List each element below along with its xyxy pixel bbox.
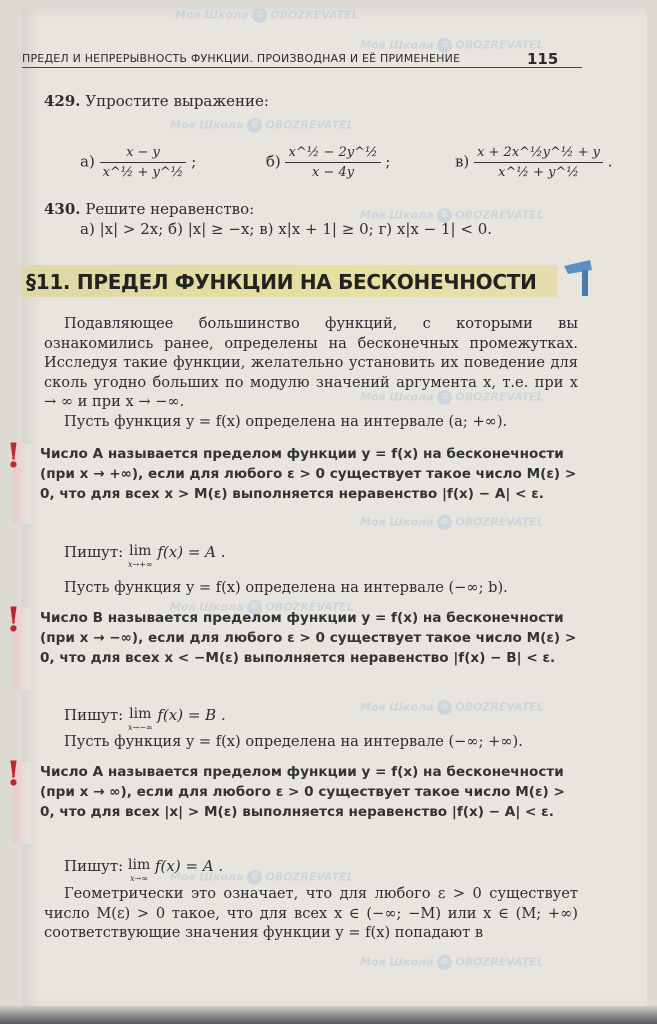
watermark-logo-icon: © [437, 700, 452, 715]
watermark: Моя Школа © OBOZREVATEL [360, 38, 544, 52]
running-header: ПРЕДЕЛ И НЕПРЕРЫВНОСТЬ ФУНКЦИИ. ПРОИЗВОДНАЯ И ЕЁ ПРИМЕНЕНИЕ [22, 52, 582, 68]
exclamation-icon: ! [6, 436, 21, 476]
definition-3: Число A называется пределом функции y = f(x) на бесконечности (при x → ∞), если для любого ε > 0 существует такое число M(ε) > 0, что для всех |x| > M(ε) выполняется неравенство |f(x) − A| < ε. [40, 764, 565, 820]
watermark-logo-icon: © [437, 390, 452, 405]
watermark: Моя Школа © OBOZREVATEL [360, 515, 544, 529]
watermark: Моя Школа © OBOZREVATEL [175, 8, 359, 22]
paint-brush-icon [560, 256, 596, 302]
let-statement-2: Пусть функция y = f(x) определена на интервале (−∞; b). [64, 579, 508, 596]
limit: lim x→−∞ [127, 706, 153, 732]
limit: lim x→+∞ [127, 543, 153, 569]
exercise-429 [44, 92, 269, 111]
watermark: Моя Школа © OBOZREVATEL [170, 118, 354, 132]
watermark-logo-icon: © [437, 208, 452, 223]
exercise-430-items: а) |x| > 2x; б) |x| ≥ −x; в) x|x + 1| ≥ 0; г) x|x − 1| < 0. [80, 220, 493, 238]
let-statement-1: Пусть функция y = f(x) определена на интервале (a; +∞). [64, 413, 508, 430]
exercise-text: Упростите выражение: [85, 92, 269, 110]
let-statement-3: Пусть функция y = f(x) определена на интервале (−∞; +∞). [64, 733, 523, 750]
fraction-c: $\frac{\text{x + 2x\textasciicircum{}½y\textasciicircum{}½ + y}}{\text{x\textasciicircum{}½ + y\textasciicircum{}½}}$ [474, 143, 603, 182]
watermark-logo-icon: © [437, 515, 452, 530]
watermark-logo-icon: © [247, 600, 262, 615]
fraction-b: $\frac{\text{x\textasciicircum{}½ − 2y\textasciicircum{}½}}{x - 4y}$ [285, 143, 380, 182]
intro-paragraph: Подавляющее большинство функций, с которыми вы ознакомились ранее, определены на бесконечных промежутках. Исследуя такие функции, желательно установить их поведение для сколь угодно больших по модулю значений аргумента x, т.е. при x → ∞ и при x → −∞. [44, 315, 578, 410]
limit: lim x→∞ [127, 857, 151, 883]
watermark: Моя Школа © OBOZREVATEL [360, 208, 544, 222]
exercise-430 [44, 200, 254, 219]
item-label: в) [454, 152, 470, 171]
write-2: Пишут: lim x→−∞ f(x) = B . [64, 706, 226, 732]
definition-2: Число B называется пределом функции y = f(x) на бесконечности (при x → −∞), если для любого ε > 0 существует такое число M(ε) > 0, что для всех x < −M(ε) выполняется неравенство |f(x) − B| < ε. [40, 610, 577, 666]
write-1: Пишут: lim x→+∞ f(x) = A . [64, 543, 226, 569]
exercise-number: 430. [44, 200, 81, 218]
exercise-number: 429. [44, 92, 81, 110]
watermark: Моя Школа © OBOZREVATEL [170, 600, 354, 614]
write-3: Пишут: lim x→∞ f(x) = A . [64, 857, 224, 883]
fraction-a: $\frac{x - y}{\text{x\textasciicircum{}½ + y\textasciicircum{}½}}$ [100, 143, 187, 182]
page-number: 115 [527, 50, 559, 68]
watermark-logo-icon: © [247, 870, 262, 885]
exercise-429-items: а) $\frac{x - y}{\text{x\textasciicircum{}½ + y\textasciicircum{}½}}$ ; б) $\frac{\text{x\textasciicircum{}½ − 2y\textasciicircum{}½}}{x - 4y}$ ; в) $\frac{\text{x + 2x\textasciicircum{}½y\textasciicircum{}½ + y}}{\text{x\textasciicircum{}½ + y\textasciicircum{}½}}$ . [80, 145, 613, 180]
watermark: Моя Школа © OBOZREVATEL [170, 870, 354, 884]
watermark-logo-icon: © [437, 955, 452, 970]
watermark: Моя Школа © OBOZREVATEL [360, 700, 544, 714]
page-edge-shadow [0, 1006, 657, 1024]
watermark: Моя Школа © OBOZREVATEL [360, 390, 544, 404]
watermark-logo-icon: © [247, 118, 262, 133]
geometric-paragraph: Геометрически это означает, что для любого ε > 0 существует число M(ε) > 0 такое, что для всех x ∈ (−∞; −M) или x ∈ (M; +∞) соответствующие значения функции y = f(x) попадают в [44, 885, 578, 941]
item-label: а) [80, 152, 95, 171]
section-title: §11. ПРЕДЕЛ ФУНКЦИИ НА БЕСКОНЕЧНОСТИ [26, 270, 537, 294]
exclamation-icon: ! [6, 754, 21, 794]
exclamation-icon: ! [6, 600, 21, 640]
watermark: Моя Школа © OBOZREVATEL [360, 955, 544, 969]
watermark-logo-icon: © [437, 38, 452, 53]
item-label: б) [265, 152, 281, 171]
exercise-text: Решите неравенство: [85, 200, 255, 218]
definition-1: Число A называется пределом функции y = f(x) на бесконечности (при x → +∞), если для любого ε > 0 существует такое число M(ε) > 0, что для всех x > M(ε) выполняется неравенство |f(x) − A| < ε. [40, 446, 577, 502]
watermark-logo-icon: © [252, 8, 267, 23]
